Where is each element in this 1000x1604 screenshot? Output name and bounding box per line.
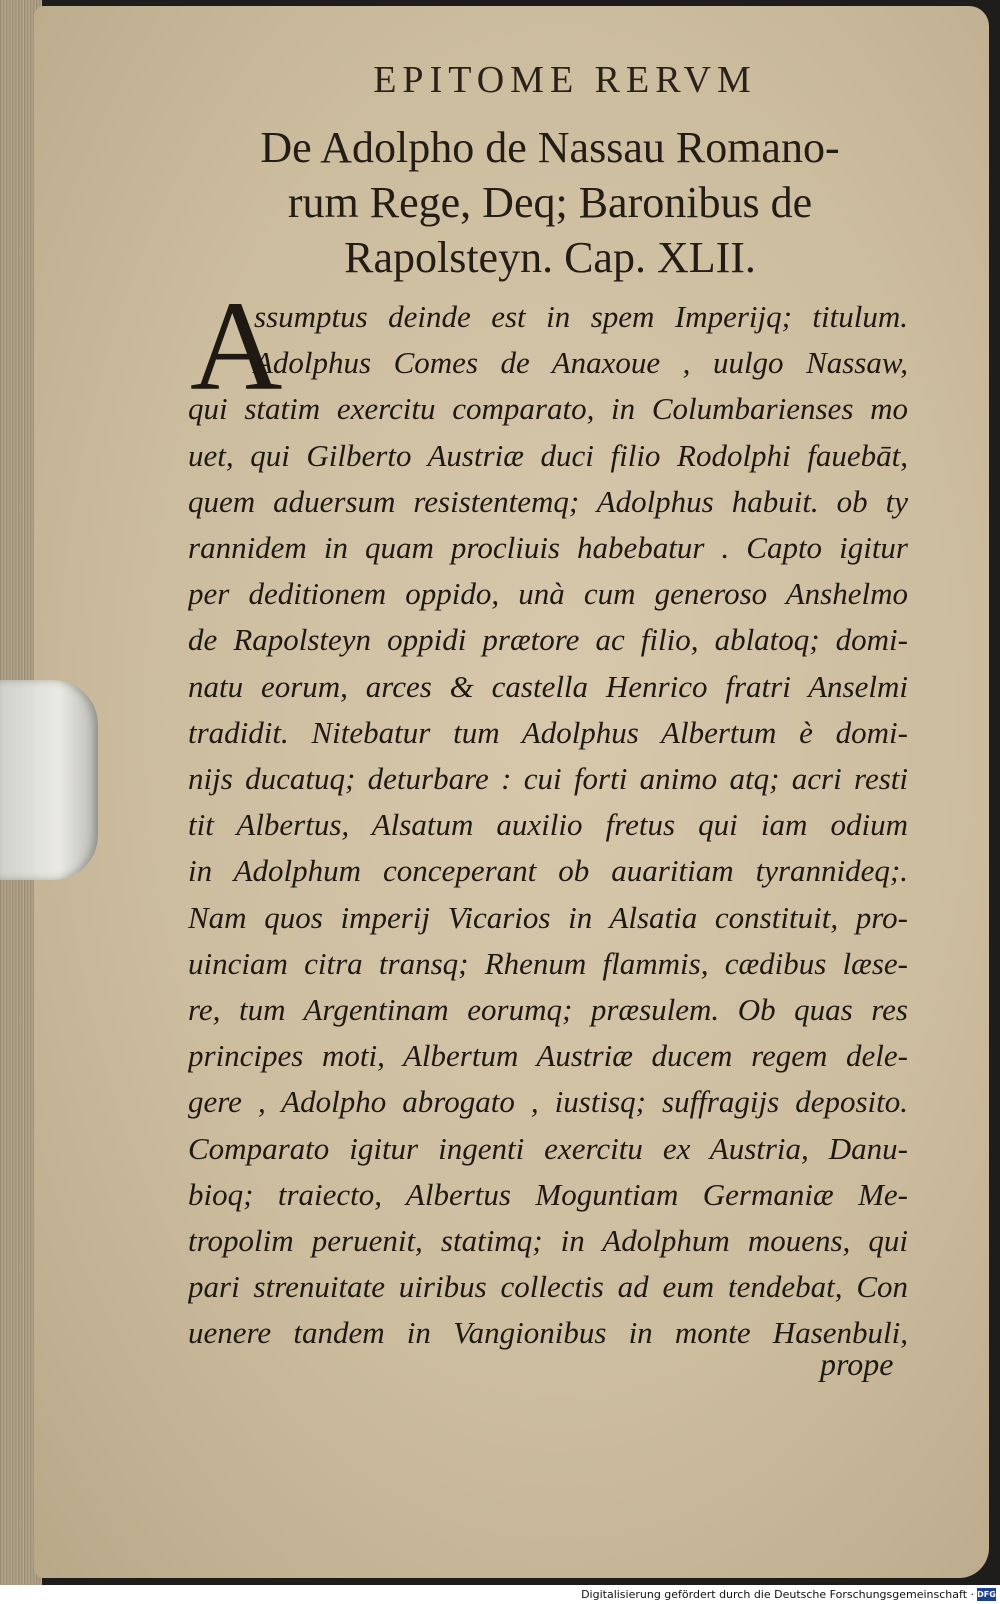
text-line: ssumptus deinde est in spem Imperijq; titulum. [254, 299, 908, 334]
text-line: uenere tandem in Vangionibus in monte Hasenbuli, [188, 1315, 908, 1351]
text-line: natu eorum, arces & castella Henrico fratri Anselmi [188, 668, 908, 704]
chapter-title-line: Rapolsteyn. Cap. XLII. [344, 233, 756, 282]
text-line: tradidit. Nitebatur tum Adolphus Albertum è domi- [188, 714, 908, 750]
text-line: uinciam citra transq; Rhenum flammis, cædibus læse- [188, 945, 908, 981]
catchword: prope [820, 1346, 894, 1382]
text-line: quem aduersum resistentemq; Adolphus habuit. ob ty [188, 483, 908, 519]
text-line: tropolim peruenit, statimq; in Adolphum mouens, qui [188, 1223, 908, 1259]
chapter-title-line: De Adolpho de Nassau Romano- [260, 123, 840, 172]
chapter-title-line: rum Rege, Deq; Baronibus de [287, 178, 813, 227]
text-line: principes moti, Albertum Austriæ ducem regem dele- [188, 1038, 908, 1074]
text-line: de Rapolsteyn oppidi prætore ac filio, ablatoq; domi- [188, 622, 908, 658]
text-line: rannidem in quam procliuis habebatur . Capto igitur [188, 530, 908, 566]
running-head: EPITOME RERVM [373, 59, 757, 101]
text-line: qui statim exercitu comparato, in Columbarienses mo [188, 391, 908, 427]
text-line: pari strenuitate uiribus collectis ad eum tendebat, Con [188, 1269, 908, 1305]
digitization-footer [0, 1585, 1000, 1604]
text-line: Nam quos imperij Vicarios in Alsatia constituit, pro- [188, 899, 908, 935]
text-line: nijs ducatuq; deturbare : cui forti animo atq; acri resti [188, 761, 908, 797]
text-line: gere , Adolpho abrogato , iustisq; suffragijs deposito. [188, 1084, 908, 1120]
text-line: uet, qui Gilberto Austriæ duci filio Rodolphi fauebāt, [188, 437, 908, 473]
text-line: re, tum Argentinam eorumq; præsulem. Ob quas res [188, 992, 908, 1028]
chapter-title [230, 120, 870, 285]
dfg-logo-icon: DFG [977, 1590, 996, 1599]
plastic-page-clip [0, 680, 98, 880]
footer-credit: Digitalisierung gefördert durch die Deutsche Forschungsgemeinschaft · [581, 1588, 974, 1601]
body-text [188, 294, 908, 1357]
text-line: Adolphus Comes de Anaxoue , uulgo Nassaw, [254, 345, 908, 381]
text-line: per deditionem oppido, unà cum generoso Anshelmo [188, 576, 908, 612]
text-line: tit Albertus, Alsatum auxilio fretus qui iam odium [188, 807, 908, 843]
text-line: Comparato igitur ingenti exercitu ex Austria, Danu- [188, 1130, 908, 1166]
text-line: in Adolphum conceperant ob auaritiam tyrannideq;. [188, 853, 908, 889]
text-line: bioq; traiecto, Albertus Moguntiam Germaniæ Me- [188, 1176, 908, 1212]
drop-cap-initial: A [190, 275, 283, 417]
